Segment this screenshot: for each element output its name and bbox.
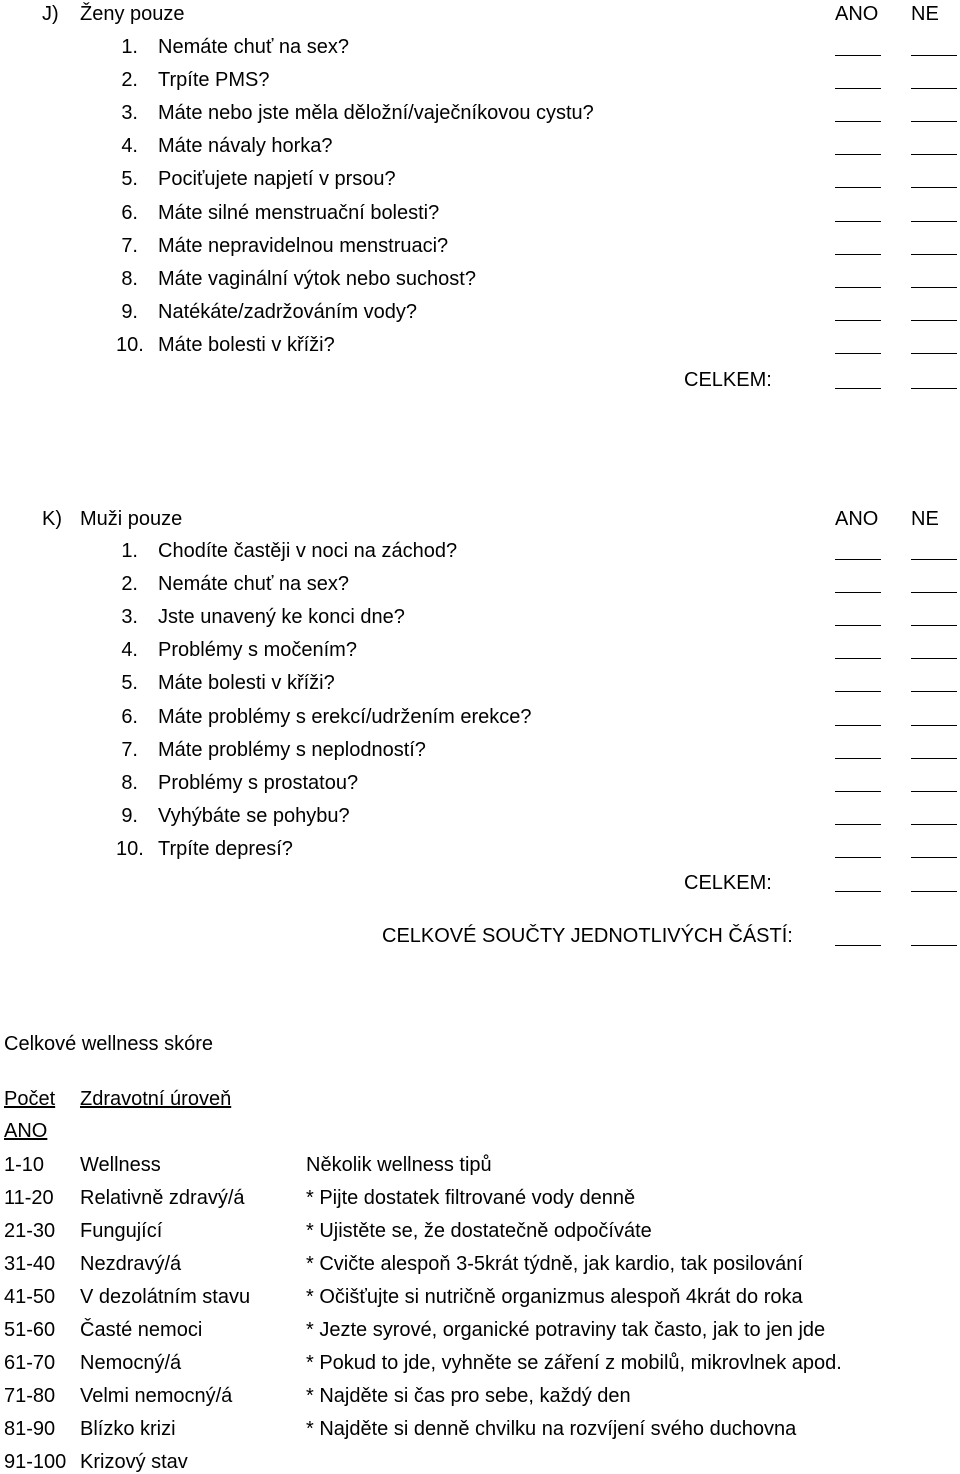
question-text: Jste unavený ke konci dne?	[158, 606, 405, 629]
score-range: 1-10	[4, 1154, 45, 1176]
answer-no-blank[interactable]	[911, 625, 957, 626]
question-text: Natékáte/zadržováním vody?	[158, 300, 418, 323]
score-level: Krizový stav	[80, 1451, 188, 1473]
section-k-letter: K)	[42, 508, 62, 530]
answer-no-blank[interactable]	[911, 55, 957, 56]
question-number: 5.	[121, 672, 138, 695]
grand-total-label: CELKOVÉ SOUČTY JEDNOTLIVÝCH ČÁSTÍ:	[382, 925, 793, 947]
score-title: Celkové wellness skóre	[4, 1033, 213, 1055]
answer-yes-blank[interactable]	[835, 88, 881, 89]
question-number: 9.	[121, 300, 138, 323]
question-text: Máte problémy s neplodností?	[158, 738, 426, 761]
question-text: Pociťujete napjetí v prsou?	[158, 168, 396, 191]
question-number: 3.	[121, 606, 138, 629]
section-k-total-label: CELKEM:	[684, 872, 772, 894]
section-j-total-no-blank[interactable]	[911, 388, 957, 389]
score-level: Časté nemoci	[80, 1319, 203, 1341]
answer-yes-blank[interactable]	[835, 154, 881, 155]
answer-no-blank[interactable]	[911, 353, 957, 354]
question-number: 3.	[121, 102, 138, 125]
question-text: Vyhýbáte se pohybu?	[158, 804, 350, 827]
answer-yes-blank[interactable]	[835, 287, 881, 288]
question-number: 1.	[121, 540, 138, 562]
score-level: Wellness	[80, 1154, 161, 1176]
answer-no-blank[interactable]	[911, 154, 957, 155]
score-level-header: Zdravotní úroveň	[80, 1088, 232, 1110]
score-tip: * Jezte syrové, organické potraviny tak často, jak to jen jde	[306, 1319, 826, 1341]
answer-yes-blank[interactable]	[835, 791, 881, 792]
answer-no-blank[interactable]	[911, 88, 957, 89]
answer-no-blank[interactable]	[911, 758, 957, 759]
question-text: Trpíte PMS?	[158, 69, 270, 92]
question-text: Problémy s močením?	[158, 639, 357, 662]
question-number: 9.	[121, 804, 138, 827]
score-level: Nemocný/á	[80, 1352, 182, 1374]
answer-yes-blank[interactable]	[835, 592, 881, 593]
score-range: 61-70	[4, 1352, 56, 1374]
answer-no-blank[interactable]	[911, 254, 957, 255]
score-tip: * Ujistěte se, že dostatečně odpočíváte	[306, 1220, 652, 1242]
score-tip: * Najděte si denně chvilku na rozvíjení svého duchovna	[306, 1418, 797, 1440]
section-k-total-yes-blank[interactable]	[835, 891, 881, 892]
score-level: Fungující	[80, 1220, 163, 1242]
section-j-title: Ženy pouze	[80, 3, 185, 25]
score-level: Relativně zdravý/á	[80, 1187, 245, 1209]
question-number: 6.	[121, 201, 138, 224]
question-number: 5.	[121, 168, 138, 191]
answer-yes-blank[interactable]	[835, 691, 881, 692]
score-range: 51-60	[4, 1319, 56, 1341]
grand-total-no-blank[interactable]	[911, 945, 957, 946]
section-j-total-yes-blank[interactable]	[835, 388, 881, 389]
grand-total-yes-blank[interactable]	[835, 945, 881, 946]
question-text: Máte návaly horka?	[158, 135, 333, 158]
question-text: Máte problémy s erekcí/udržením erekce?	[158, 705, 532, 728]
score-tip: * Pokud to jde, vyhněte se záření z mobilů, mikrovlnek apod.	[306, 1352, 842, 1374]
score-range: 71-80	[4, 1385, 56, 1407]
question-number: 8.	[121, 267, 138, 290]
answer-yes-blank[interactable]	[835, 758, 881, 759]
question-text: Máte silné menstruační bolesti?	[158, 201, 440, 224]
answer-yes-blank[interactable]	[835, 824, 881, 825]
score-range: 41-50	[4, 1286, 56, 1308]
score-range: 31-40	[4, 1253, 56, 1275]
section-j-total-label: CELKEM:	[684, 369, 772, 391]
answer-yes-blank[interactable]	[835, 187, 881, 188]
section-k-yes-header: ANO	[835, 508, 879, 530]
answer-no-blank[interactable]	[911, 221, 957, 222]
question-number: 7.	[121, 738, 138, 761]
answer-yes-blank[interactable]	[835, 254, 881, 255]
score-tip: * Cvičte alespoň 3-5krát týdně, jak kardio, tak posilování	[306, 1253, 803, 1275]
answer-yes-blank[interactable]	[835, 625, 881, 626]
answer-no-blank[interactable]	[911, 320, 957, 321]
question-text: Nemáte chuť na sex?	[158, 36, 349, 58]
question-text: Trpíte depresí?	[158, 837, 293, 860]
question-number: 10.	[116, 333, 144, 356]
answer-yes-blank[interactable]	[835, 559, 881, 560]
section-j-yes-header: ANO	[835, 3, 879, 25]
answer-yes-blank[interactable]	[835, 320, 881, 321]
score-range: 81-90	[4, 1418, 56, 1440]
answer-yes-blank[interactable]	[835, 221, 881, 222]
section-k-title: Muži pouze	[80, 508, 183, 530]
question-number: 7.	[121, 234, 138, 257]
answer-no-blank[interactable]	[911, 791, 957, 792]
question-text: Máte vaginální výtok nebo suchost?	[158, 267, 476, 290]
answer-yes-blank[interactable]	[835, 353, 881, 354]
score-tip: * Očišťujte si nutričně organizmus alespoň 4krát do roka	[306, 1286, 803, 1308]
score-tip: * Pijte dostatek filtrované vody denně	[306, 1187, 636, 1209]
answer-no-blank[interactable]	[911, 658, 957, 659]
answer-yes-blank[interactable]	[835, 121, 881, 122]
score-range: 21-30	[4, 1220, 56, 1242]
question-text: Máte bolesti v kříži?	[158, 333, 335, 356]
question-text: Máte nepravidelnou menstruaci?	[158, 234, 449, 257]
answer-no-blank[interactable]	[911, 287, 957, 288]
question-number: 6.	[121, 705, 138, 728]
question-number: 4.	[121, 135, 138, 158]
answer-yes-blank[interactable]	[835, 725, 881, 726]
answer-no-blank[interactable]	[911, 857, 957, 858]
answer-no-blank[interactable]	[911, 121, 957, 122]
answer-yes-blank[interactable]	[835, 857, 881, 858]
section-j-no-header: NE	[911, 3, 939, 25]
score-tips-header: Několik wellness tipů	[306, 1154, 492, 1176]
section-k-no-header: NE	[911, 508, 939, 530]
question-text: Máte nebo jste měla děložní/vaječníkovou cystu?	[158, 102, 594, 125]
section-k-total-no-blank[interactable]	[911, 891, 957, 892]
question-number: 2.	[121, 69, 138, 92]
score-level: Blízko krizi	[80, 1418, 176, 1440]
score-count-header: Počet	[4, 1088, 56, 1110]
answer-no-blank[interactable]	[911, 559, 957, 560]
score-level: V dezolátním stavu	[80, 1286, 251, 1308]
score-level: Nezdravý/á	[80, 1253, 182, 1275]
answer-no-blank[interactable]	[911, 592, 957, 593]
question-number: 4.	[121, 639, 138, 662]
answer-yes-blank[interactable]	[835, 658, 881, 659]
answer-no-blank[interactable]	[911, 725, 957, 726]
question-text: Máte bolesti v kříži?	[158, 672, 335, 695]
score-level: Velmi nemocný/á	[80, 1385, 233, 1407]
score-range: 11-20	[4, 1187, 54, 1209]
score-range: 91-100	[4, 1451, 67, 1473]
question-number: 10.	[116, 837, 144, 860]
question-number: 8.	[121, 771, 138, 794]
score-count-subheader: ANO	[4, 1120, 48, 1142]
section-j-letter: J)	[42, 3, 59, 25]
answer-no-blank[interactable]	[911, 824, 957, 825]
question-text: Nemáte chuť na sex?	[158, 573, 349, 596]
answer-no-blank[interactable]	[911, 691, 957, 692]
answer-no-blank[interactable]	[911, 187, 957, 188]
question-text: Chodíte častěji v noci na záchod?	[158, 540, 458, 562]
answer-yes-blank[interactable]	[835, 55, 881, 56]
question-number: 2.	[121, 573, 138, 596]
question-number: 1.	[121, 36, 138, 58]
score-tip: * Najděte si čas pro sebe, každý den	[306, 1385, 631, 1407]
question-text: Problémy s prostatou?	[158, 771, 359, 794]
